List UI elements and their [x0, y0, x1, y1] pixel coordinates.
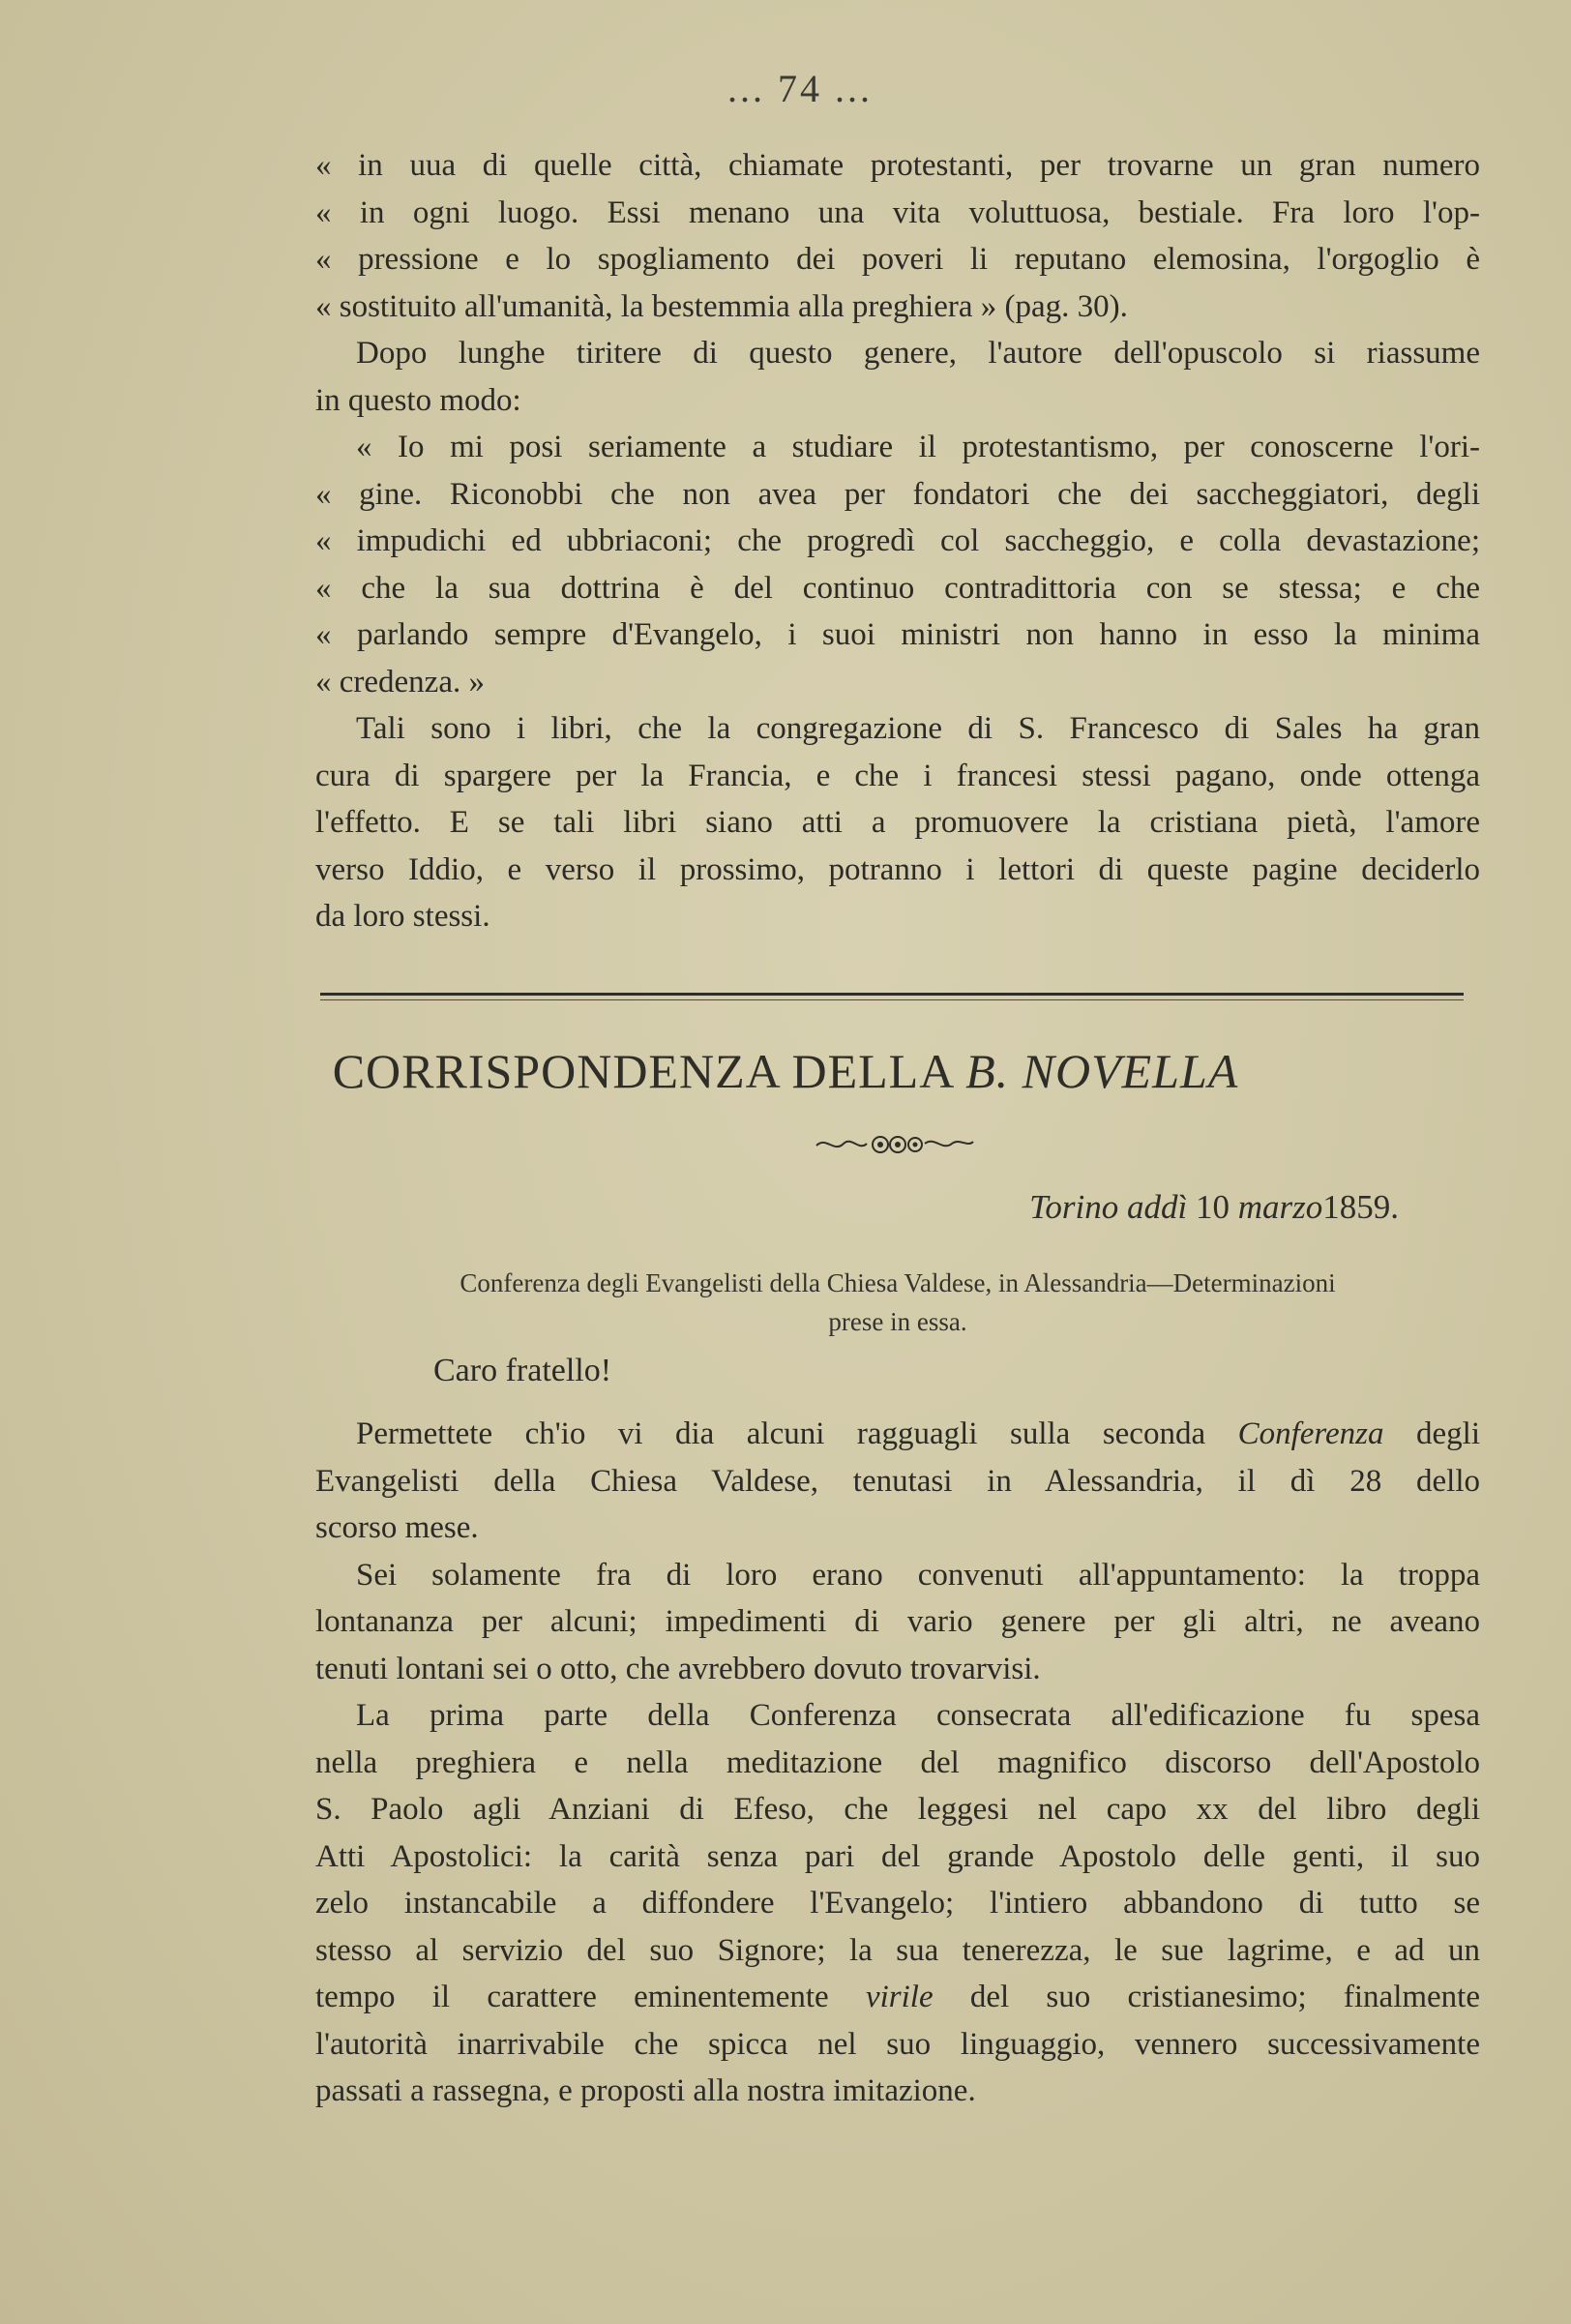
summary-line: prese in essa. [828, 1307, 967, 1336]
text-line: l'autorità inarrivabile che spicca nel suo linguaggio, vennero successivamente [315, 2026, 1480, 2062]
dateline-addi: addì [1126, 1188, 1188, 1226]
letter-summary [315, 1264, 1480, 1341]
text-line: l'effetto. E se tali libri siano atti a promuovere la cristiana pietà, l'amore [315, 805, 1480, 840]
text-line: « impudichi ed ubbriaconi; che progredì col saccheggio, e colla devastazione; [315, 523, 1480, 558]
dateline-year: 1859. [1322, 1188, 1399, 1226]
divider-thick-rule [320, 993, 1464, 996]
text-line: « Io mi posi seriamente a studiare il protestantismo, per conoscerne l'ori- [356, 430, 1480, 464]
page-number: ... 74 ... [727, 67, 873, 110]
text-line: « che la sua dottrina è del continuo contradittoria con se stessa; e che [315, 570, 1480, 606]
text-line: La prima parte della Conferenza consecrata all'edificazione fu spesa [356, 1698, 1480, 1733]
text-line: « parlando sempre d'Evangelo, i suoi ministri non hanno in esso la minima [315, 617, 1480, 652]
summary-line: Conferenza degli Evangelisti della Chiesa Valdese, in Alessandria—Determinazioni [459, 1268, 1336, 1297]
top-text-block [315, 142, 1480, 940]
text-run: Permettete ch'io vi dia alcuni ragguagli sulla seconda [356, 1416, 1206, 1451]
text-line: stesso al servizio del suo Signore; la sua tenerezza, le sue lagrime, e ad un [315, 1932, 1480, 1968]
text-line: Evangelisti della Chiesa Valdese, tenutasi in Alessandria, il dì 28 dello [315, 1463, 1480, 1499]
text-run: del suo cristianesimo; finalmente [969, 1980, 1480, 2014]
text-line: Atti Apostolici: la carità senza pari del grande Apostolo delle genti, il suo [315, 1838, 1480, 1874]
dateline-month: marzo [1237, 1188, 1323, 1226]
section-title-italic: B. NOVELLA [965, 1044, 1239, 1098]
text-line: « gine. Riconobbi che non avea per fondatori che dei saccheggiatori, degli [315, 476, 1480, 512]
text-line: Dopo lunghe tiritere di questo genere, l'autore dell'opuscolo si riassume [356, 336, 1480, 371]
text-line: « in ogni luogo. Essi menano una vita voluttuosa, bestiale. Fra loro l'op- [315, 194, 1480, 230]
text-line: « pressione e lo spogliamento dei poveri li reputano elemosina, l'orgoglio è [315, 242, 1480, 277]
text-line: « sostituito all'umanità, la bestemmia alla preghiera » (pag. 30). [315, 288, 1128, 324]
text-line: cura di spargere per la Francia, e che i francesi stessi pagano, onde ottenga [315, 758, 1480, 793]
text-line: passati a rassegna, e proposti alla nostra imitazione. [315, 2073, 976, 2108]
text-line: « credenza. » [315, 664, 485, 700]
text-line: Tali sono i libri, che la congregazione di S. Francesco di Sales ha gran [356, 711, 1480, 746]
text-run: degli [1416, 1416, 1480, 1451]
text-run: tempo il carattere eminentemente [315, 1980, 829, 2014]
section-divider [320, 993, 1464, 1000]
text-line: lontananza per alcuni; impedimenti di vario genere per gli altri, ne aveano [315, 1604, 1480, 1639]
text-line: da loro stessi. [315, 899, 490, 934]
italic-word: virile [865, 1980, 934, 2014]
text-line: « in uua di quelle città, chiamate protestanti, per trovarne un gran numero [315, 148, 1480, 183]
text-line: verso Iddio, e verso il prossimo, potranno i lettori di queste pagine deciderlo [315, 851, 1480, 887]
section-title-main: CORRISPONDENZA DELLA [332, 1044, 953, 1098]
text-line [315, 1411, 1480, 1458]
text-line: zelo instancabile a diffondere l'Evangelo; l'intiero abbandono di tutto se [315, 1886, 1480, 1921]
letter-body [315, 1411, 1480, 2115]
dateline [1029, 1188, 1399, 1227]
divider-thin-rule [320, 999, 1464, 1000]
text-line: in questo modo: [315, 382, 521, 418]
text-line: scorso mese. [315, 1510, 479, 1545]
text-line: nella preghiera e nella meditazione del magnifico discorso dell'Apostolo [315, 1744, 1480, 1780]
italic-word: Conferenza [1237, 1416, 1384, 1451]
ornament-flourish-icon [813, 1130, 977, 1159]
text-line: S. Paolo agli Anziani di Efeso, che leggesi nel capo xx del libro degli [315, 1792, 1480, 1827]
dateline-place: Torino [1029, 1188, 1119, 1226]
salutation: Caro fratello! [433, 1353, 612, 1388]
dateline-day: 10 [1195, 1188, 1230, 1226]
text-line: Sei solamente fra di loro erano convenuti all'appuntamento: la troppa [356, 1557, 1480, 1593]
section-title [0, 1043, 1571, 1099]
text-line [315, 1974, 1480, 2021]
text-line: tenuti lontani sei o otto, che avrebbero dovuto trovarvisi. [315, 1651, 1041, 1686]
